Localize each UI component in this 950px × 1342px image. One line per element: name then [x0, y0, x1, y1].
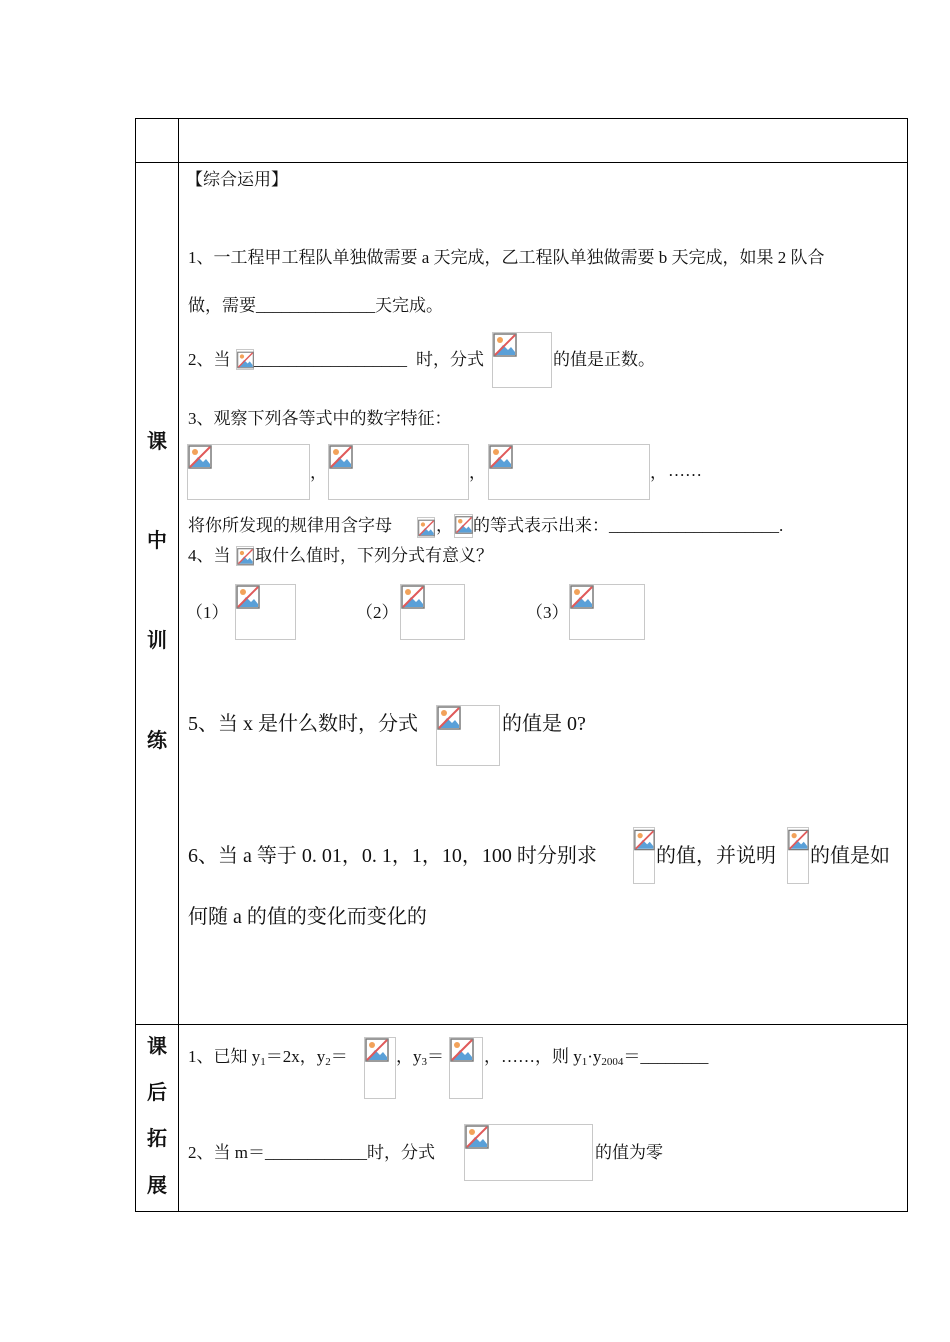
q3-line3-b: ，	[436, 516, 453, 535]
section-heading: 【综合运用】	[186, 170, 288, 189]
q4-prefix: 4、当	[188, 546, 231, 565]
side-label-xun: 训	[147, 628, 167, 652]
broken-image-icon	[493, 333, 517, 357]
broken-image-icon	[437, 706, 461, 730]
q1-line1: 1、一工程甲工程队单独做需要 a 天完成，乙工程队单独做需要 b 天完成，如果 2 队合	[188, 248, 825, 267]
q3-line3-a: 将你所发现的规律用含字母	[188, 516, 392, 535]
q6-line1-b: 的值，并说明	[656, 845, 776, 867]
broken-image-icon	[188, 445, 212, 469]
broken-image-icon	[455, 515, 473, 535]
q6-fraction-image-1	[633, 827, 655, 884]
side-label-hou: 后	[147, 1080, 167, 1104]
side-label-ke: 课	[147, 429, 167, 453]
q3-equation-image-1	[187, 444, 310, 500]
ext1-y3-image	[449, 1037, 483, 1099]
q4-item-3-label: （3）	[526, 603, 569, 622]
broken-image-icon	[365, 1038, 389, 1062]
broken-image-icon	[237, 350, 254, 370]
table-bottom-border	[135, 1211, 908, 1212]
table-top-border	[135, 118, 908, 119]
broken-image-icon	[401, 585, 425, 609]
q6-line1-c: 的值是如	[810, 845, 890, 867]
table-row1-border	[135, 162, 908, 163]
broken-image-icon	[329, 445, 353, 469]
q4-suffix: 取什么值时，下列分式有意义？	[255, 546, 493, 565]
q2-fraction-image	[492, 332, 552, 388]
broken-image-icon	[236, 585, 260, 609]
q3-equation-image-3	[488, 444, 650, 500]
q3-sep-1: ，	[310, 463, 327, 482]
ext1-y3: ，y3＝	[396, 1047, 444, 1068]
q2-mid: 时，分式	[416, 350, 484, 369]
q3-line1: 3、观察下列各等式中的数字特征：	[188, 409, 452, 428]
broken-image-icon	[489, 445, 513, 469]
q5-fraction-image	[436, 705, 500, 766]
q3-blank: ____________________	[609, 516, 779, 535]
q5-prefix: 5、当 x 是什么数时，分式	[188, 713, 418, 735]
ext2-c: 的值为零	[595, 1143, 663, 1162]
ext1-line: 1、已知 y1＝2x，y2＝	[188, 1047, 348, 1068]
side-label-lian: 练	[147, 728, 167, 752]
broken-image-icon	[465, 1125, 489, 1149]
ext1-y2-image	[364, 1037, 396, 1099]
q3-sep-3: ，	[650, 463, 667, 482]
q3-letter-image-2	[454, 514, 473, 538]
q3-letter-image-1	[417, 517, 435, 538]
q4-item-2-label: （2）	[356, 603, 399, 622]
q4-item-2-image	[400, 584, 465, 640]
ext2-a: 2、当 m＝____________时，分式	[188, 1143, 435, 1162]
q1-line2: 做，需要______________天完成。	[188, 296, 443, 315]
broken-image-icon	[570, 585, 594, 609]
q4-item-1-label: （1）	[186, 603, 229, 622]
q6-line2: 何随 a 的值的变化而变化的	[188, 906, 427, 928]
q3-ellipsis: ……	[668, 461, 702, 480]
ext2-blank: ____________	[264, 1143, 367, 1162]
q4-item-3-image	[569, 584, 645, 640]
ext1-blank: ________	[640, 1047, 709, 1066]
side-label-ke2: 课	[147, 1034, 167, 1058]
broken-image-icon	[237, 547, 254, 566]
table-row2-border	[135, 1024, 908, 1025]
q2-prefix: 2、当	[188, 350, 231, 369]
ext1-tail: ，……，则 y1·y2004＝________	[484, 1047, 709, 1068]
q3-equation-image-2	[328, 444, 469, 500]
side-label-tuo: 拓	[147, 1126, 167, 1150]
broken-image-icon	[788, 828, 809, 852]
table-right-border	[907, 118, 908, 1212]
q2-blank: __________________	[254, 350, 407, 369]
broken-image-icon	[418, 518, 435, 538]
broken-image-icon	[450, 1038, 474, 1062]
q4-var-image	[236, 546, 254, 566]
side-label-zhan: 展	[147, 1173, 167, 1197]
q6-line1-a: 6、当 a 等于 0. 01，0. 1，1，10，100 时分别求	[188, 845, 597, 867]
q4-item-1-image	[235, 584, 296, 640]
ext2-fraction-image	[464, 1124, 593, 1181]
q2-var-image	[236, 349, 254, 370]
q1-blank: ______________	[256, 296, 375, 315]
broken-image-icon	[634, 828, 655, 852]
table-mid-border	[178, 118, 179, 1212]
q5-suffix: 的值是 0?	[502, 713, 586, 735]
q3-line3-c: 的等式表示出来：____________________.	[473, 516, 784, 535]
side-label-zhong: 中	[147, 528, 167, 552]
q2-suffix: 的值是正数。	[553, 350, 655, 369]
q3-sep-2: ，	[469, 463, 486, 482]
q6-fraction-image-2	[787, 827, 809, 884]
